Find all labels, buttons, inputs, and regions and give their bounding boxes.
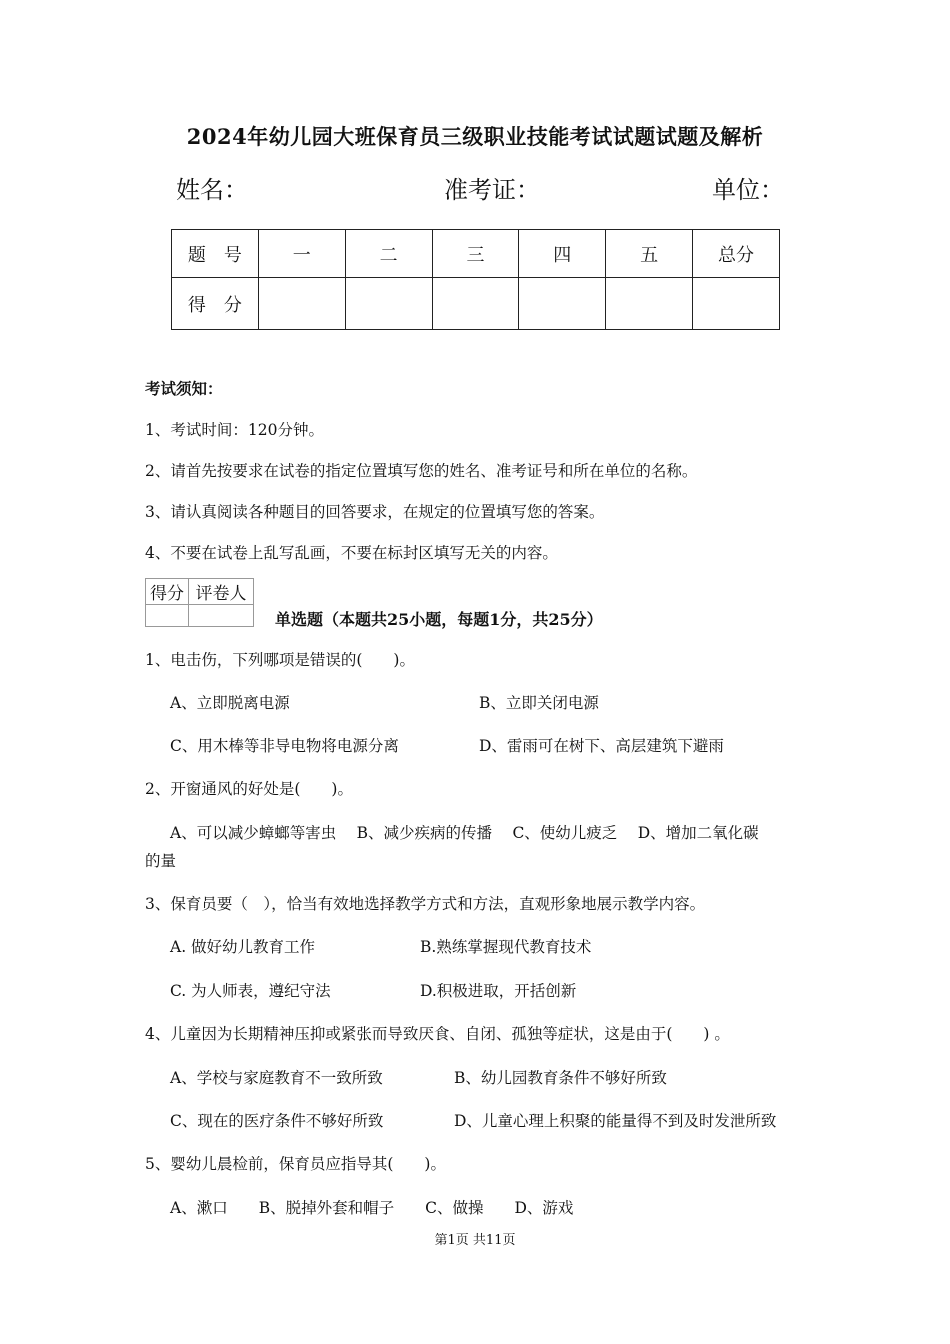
score-cell-3[interactable] — [432, 278, 519, 330]
exam-title: 2024年幼儿园大班保育员三级职业技能考试试题试题及解析 — [186, 124, 764, 149]
option-b[interactable]: B、幼儿园教育条件不够好所致 — [454, 1069, 667, 1087]
notice-item: 3、请认真阅读各种题目的回答要求，在规定的位置填写您的答案。 — [145, 503, 605, 521]
option-b[interactable]: B.熟练掌握现代教育技术 — [420, 938, 592, 956]
score-header-1: 一 — [258, 230, 345, 278]
name-field-label: 姓名： — [176, 176, 248, 204]
option-d[interactable]: D.积极进取，开括创新 — [420, 982, 577, 1000]
option-c[interactable]: C、现在的医疗条件不够好所致 — [170, 1112, 384, 1130]
notice-item: 1、考试时间：120分钟。 — [145, 421, 324, 439]
grader-score-cell[interactable] — [146, 605, 189, 627]
question-stem: 5、婴幼儿晨检前，保育员应指导其( )。 — [145, 1155, 446, 1173]
grader-box — [145, 578, 254, 627]
option-b[interactable]: B、立即关闭电源 — [479, 694, 599, 712]
grader-score-label: 得分 — [146, 579, 189, 605]
question-stem: 2、开窗通风的好处是( )。 — [145, 780, 353, 798]
option-a[interactable]: A、立即脱离电源 — [170, 694, 290, 712]
section-title: 单选题（本题共25小题，每题1分，共25分） — [275, 610, 603, 629]
option-a[interactable]: A. 做好幼儿教育工作 — [170, 938, 316, 956]
score-header-2: 二 — [345, 230, 432, 278]
notice-item: 2、请首先按要求在试卷的指定位置填写您的姓名、准考证号和所在单位的名称。 — [145, 462, 698, 480]
option-c[interactable]: C、用木棒等非导电物将电源分离 — [170, 737, 399, 755]
notice-heading: 考试须知： — [145, 379, 223, 398]
score-header-5: 五 — [606, 230, 693, 278]
score-header-4: 四 — [519, 230, 606, 278]
option-d[interactable]: D、儿童心理上积聚的能量得不到及时发泄所致 — [454, 1112, 777, 1130]
exam-id-field-label: 准考证： — [444, 176, 540, 204]
question-stem: 1、电击伤，下列哪项是错误的( )。 — [145, 651, 415, 669]
grader-name-cell[interactable] — [189, 605, 254, 627]
grader-name-label: 评卷人 — [189, 579, 254, 605]
score-cell-5[interactable] — [606, 278, 693, 330]
options-line[interactable]: A、漱口 B、脱掉外套和帽子 C、做操 D、游戏 — [170, 1199, 574, 1217]
score-table-header-row — [172, 230, 780, 278]
score-cell-total[interactable] — [693, 278, 780, 330]
option-d[interactable]: D、雷雨可在树下、高层建筑下避雨 — [479, 737, 724, 755]
question-stem: 4、儿童因为长期精神压抑或紧张而导致厌食、自闭、孤独等症状，这是由于( ) 。 — [145, 1025, 730, 1043]
score-cell-1[interactable] — [258, 278, 345, 330]
notice-item: 4、不要在试卷上乱写乱画，不要在标封区填写无关的内容。 — [145, 544, 558, 562]
score-table — [171, 229, 780, 330]
score-row-label: 得 分 — [172, 278, 259, 330]
score-header-3: 三 — [432, 230, 519, 278]
unit-field-label: 单位： — [712, 176, 784, 204]
options-line[interactable]: A、可以减少蟑螂等害虫 B、减少疾病的传播 C、使幼儿疲乏 D、增加二氧化碳 — [170, 824, 759, 842]
page-footer: 第1页 共11页 — [434, 1233, 516, 1248]
question-stem: 3、保育员要（ ），恰当有效地选择教学方式和方法，直观形象地展示教学内容。 — [145, 895, 706, 913]
score-header-label: 题 号 — [172, 230, 259, 278]
score-cell-2[interactable] — [345, 278, 432, 330]
score-cell-4[interactable] — [519, 278, 606, 330]
score-table-score-row — [172, 278, 780, 330]
option-a[interactable]: A、学校与家庭教育不一致所致 — [170, 1069, 383, 1087]
score-header-total: 总分 — [693, 230, 780, 278]
option-c[interactable]: C. 为人师表，遵纪守法 — [170, 982, 331, 1000]
options-line-wrap: 的量 — [145, 852, 177, 870]
